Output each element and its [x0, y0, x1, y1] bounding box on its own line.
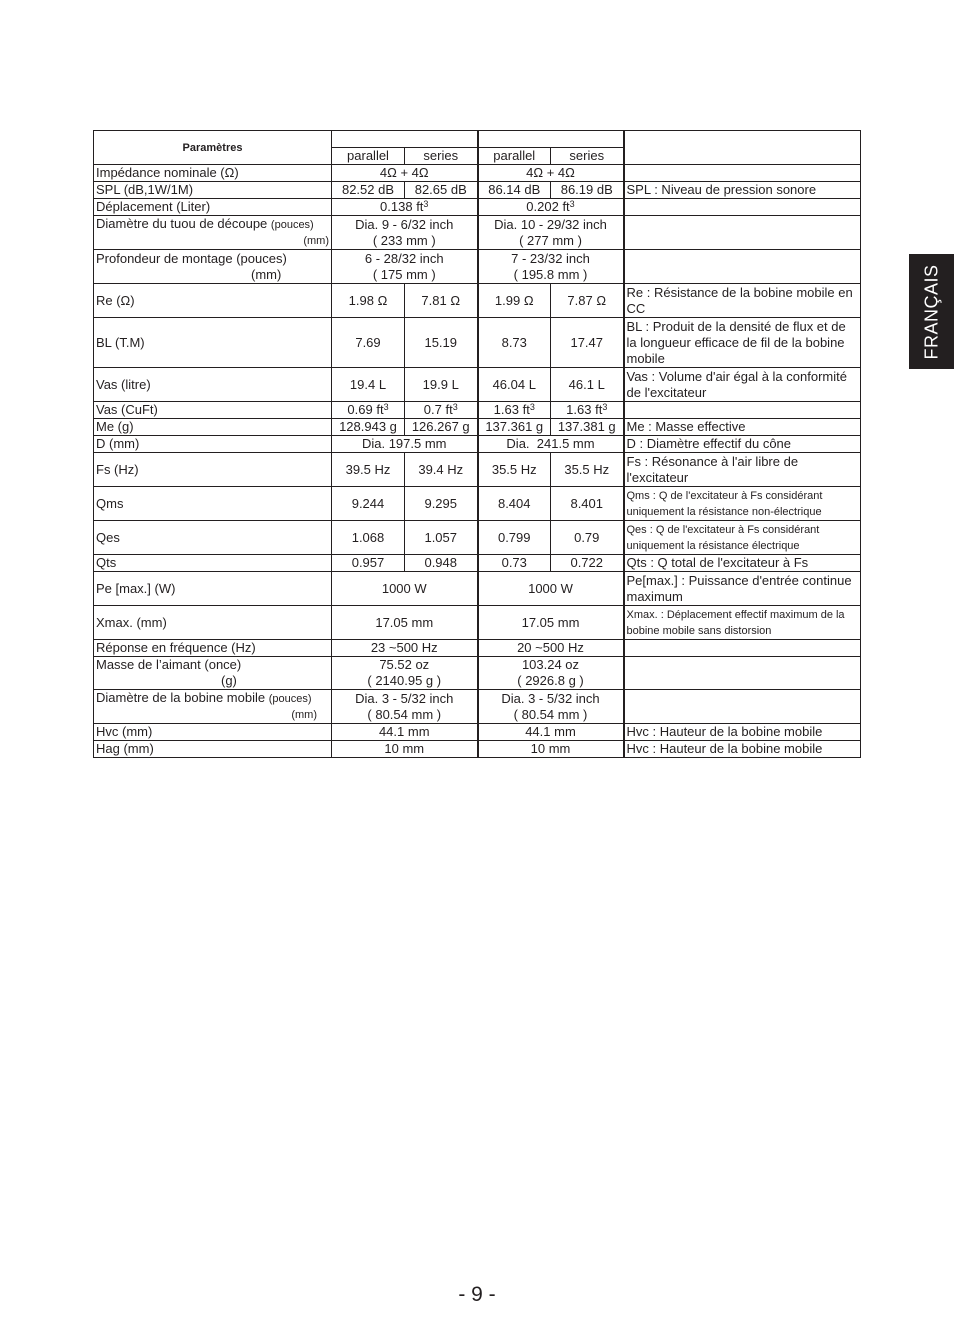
d-label: D (mm) — [94, 436, 332, 453]
hag-value-a: 10 mm — [332, 741, 478, 758]
hag-note: Hvc : Hauteur de la bobine mobile — [624, 741, 861, 758]
vas-b-parallel: 46.04 L — [478, 368, 551, 402]
qes-label: Qes — [94, 521, 332, 555]
cutout-note — [624, 216, 861, 250]
xmax-value-a: 17.05 mm — [332, 606, 478, 640]
model-b-series-header: series — [551, 148, 624, 165]
qms-note: Qms : Q de l'excitateur à Fs considérant uniquement la résistance non-électrique — [624, 487, 861, 521]
me-a-series: 126.267 g — [405, 419, 478, 436]
d-value-a: Dia. 197.5 mm — [332, 436, 478, 453]
hvc-note: Hvc : Hauteur de la bobine mobile — [624, 724, 861, 741]
impedance-value-b: 4Ω + 4Ω — [478, 165, 624, 182]
xmax-value-b: 17.05 mm — [478, 606, 624, 640]
impedance-label: Impédance nominale (Ω) — [94, 165, 332, 182]
qes-note: Qes : Q de l'excitateur à Fs considérant uniquement la résistance électrique — [624, 521, 861, 555]
xmax-label: Xmax. (mm) — [94, 606, 332, 640]
qms-b-series: 8.401 — [551, 487, 624, 521]
qes-b-series: 0.79 — [551, 521, 624, 555]
re-label: Re (Ω) — [94, 284, 332, 318]
voice-coil-diameter-label: Diamètre de la bobine mobile (pouces) (mm) — [94, 690, 332, 724]
spl-b-parallel: 86.14 dB — [478, 182, 551, 199]
qms-a-series: 9.295 — [405, 487, 478, 521]
fs-label: Fs (Hz) — [94, 453, 332, 487]
qts-a-series: 0.948 — [405, 555, 478, 572]
displacement-label: Déplacement (Liter) — [94, 199, 332, 216]
impedance-note — [624, 165, 861, 182]
magnet-note — [624, 657, 861, 690]
re-a-parallel: 1.98 Ω — [332, 284, 405, 318]
displacement-value-b: 0.202 $ft^3$ — [478, 199, 624, 216]
qms-a-parallel: 9.244 — [332, 487, 405, 521]
language-side-tab — [909, 254, 954, 369]
qms-label: Qms — [94, 487, 332, 521]
me-b-parallel: 137.361 g — [478, 419, 551, 436]
bl-a-parallel: 7.69 — [332, 318, 405, 368]
pe-note: Pe[max.] : Puissance d'entrée continue maximum — [624, 572, 861, 606]
vas-note: Vas : Volume d'air égal à la conformité de l'excitateur — [624, 368, 861, 402]
me-a-parallel: 128.943 g — [332, 419, 405, 436]
freq-value-a: 23 ~500 Hz — [332, 640, 478, 657]
qes-b-parallel: 0.799 — [478, 521, 551, 555]
qts-b-parallel: 0.73 — [478, 555, 551, 572]
depth-value-a: 6 - 28/32 inch ( 175 mm ) — [332, 250, 478, 284]
model-b-parallel-header: parallel — [478, 148, 551, 165]
cutout-value-a: Dia. 9 - 6/32 inch ( 233 mm ) — [332, 216, 478, 250]
vas-a-series: 19.9 L — [405, 368, 478, 402]
vas-cuft-b-parallel: 1.63 $ft^3$ — [478, 402, 551, 419]
fs-b-series: 35.5 Hz — [551, 453, 624, 487]
hvc-label: Hvc (mm) — [94, 724, 332, 741]
vas-cuft-note — [624, 402, 861, 419]
hvc-value-a: 44.1 mm — [332, 724, 478, 741]
cutout-label: Diamètre du tuou de découpe (pouces) (mm) — [94, 216, 332, 250]
spl-b-series: 86.19 dB — [551, 182, 624, 199]
freq-label: Réponse en fréquence (Hz) — [94, 640, 332, 657]
xmax-note: Xmax. : Déplacement effectif maximum de la bobine mobile sans distorsion — [624, 606, 861, 640]
voice-coil-diameter-value-a: Dia. 3 - 5/32 inch ( 80.54 mm ) — [332, 690, 478, 724]
displacement-note — [624, 199, 861, 216]
qes-a-series: 1.057 — [405, 521, 478, 555]
model-a-header — [332, 131, 478, 148]
spl-label: SPL (dB,1W/1M) — [94, 182, 332, 199]
pe-value-b: 1000 W — [478, 572, 624, 606]
hag-value-b: 10 mm — [478, 741, 624, 758]
spl-a-series: 82.65 dB — [405, 182, 478, 199]
re-note: Re : Résistance de la bobine mobile en CC — [624, 284, 861, 318]
me-b-series: 137.381 g — [551, 419, 624, 436]
bl-label: BL (T.M) — [94, 318, 332, 368]
spl-note: SPL : Niveau de pression sonore — [624, 182, 861, 199]
qts-note: Qts : Q total de l'excitateur à Fs — [624, 555, 861, 572]
qms-b-parallel: 8.404 — [478, 487, 551, 521]
notes-header — [624, 131, 861, 165]
vas-label: Vas (litre) — [94, 368, 332, 402]
vas-a-parallel: 19.4 L — [332, 368, 405, 402]
qts-label: Qts — [94, 555, 332, 572]
qts-a-parallel: 0.957 — [332, 555, 405, 572]
freq-note — [624, 640, 861, 657]
bl-note: BL : Produit de la densité de flux et de la longueur efficace de fil de la bobine mobile — [624, 318, 861, 368]
vas-cuft-a-series: 0.7 $ft^3$ — [405, 402, 478, 419]
magnet-label: Masse de l’aimant (once) (g) — [94, 657, 332, 690]
model-b-header — [478, 131, 624, 148]
depth-label: Profondeur de montage (pouces) (mm) — [94, 250, 332, 284]
magnet-value-b: 103.24 oz ( 2926.8 g ) — [478, 657, 624, 690]
bl-b-series: 17.47 — [551, 318, 624, 368]
model-a-parallel-header: parallel — [332, 148, 405, 165]
bl-b-parallel: 8.73 — [478, 318, 551, 368]
freq-value-b: 20 ~500 Hz — [478, 640, 624, 657]
re-a-series: 7.81 Ω — [405, 284, 478, 318]
hag-label: Hag (mm) — [94, 741, 332, 758]
vas-b-series: 46.1 L — [551, 368, 624, 402]
vas-cuft-a-parallel: 0.69 $ft^3$ — [332, 402, 405, 419]
fs-note: Fs : Résonance à l'air libre de l'excitateur — [624, 453, 861, 487]
depth-value-b: 7 - 23/32 inch ( 195.8 mm ) — [478, 250, 624, 284]
re-b-parallel: 1.99 Ω — [478, 284, 551, 318]
fs-a-series: 39.4 Hz — [405, 453, 478, 487]
specifications-table — [93, 130, 861, 758]
impedance-value-a: 4Ω + 4Ω — [332, 165, 478, 182]
fs-a-parallel: 39.5 Hz — [332, 453, 405, 487]
voice-coil-diameter-value-b: Dia. 3 - 5/32 inch ( 80.54 mm ) — [478, 690, 624, 724]
me-label: Me (g) — [94, 419, 332, 436]
hvc-value-b: 44.1 mm — [478, 724, 624, 741]
vas-cuft-b-series: 1.63 $ft^3$ — [551, 402, 624, 419]
d-value-b: Dia. 241.5 mm — [478, 436, 624, 453]
voice-coil-diameter-note — [624, 690, 861, 724]
magnet-value-a: 75.52 oz ( 2140.95 g ) — [332, 657, 478, 690]
displacement-value-a: 0.138 $ft^3$ — [332, 199, 478, 216]
fs-b-parallel: 35.5 Hz — [478, 453, 551, 487]
depth-note — [624, 250, 861, 284]
vas-cuft-label: Vas (CuFt) — [94, 402, 332, 419]
pe-value-a: 1000 W — [332, 572, 478, 606]
d-note: D : Diamètre effectif du cône — [624, 436, 861, 453]
parameters-header: Paramètres — [94, 131, 332, 165]
spl-a-parallel: 82.52 dB — [332, 182, 405, 199]
qts-b-series: 0.722 — [551, 555, 624, 572]
model-a-series-header: series — [405, 148, 478, 165]
cutout-value-b: Dia. 10 - 29/32 inch ( 277 mm ) — [478, 216, 624, 250]
qes-a-parallel: 1.068 — [332, 521, 405, 555]
pe-label: Pe [max.] (W) — [94, 572, 332, 606]
me-note: Me : Masse effective — [624, 419, 861, 436]
bl-a-series: 15.19 — [405, 318, 478, 368]
re-b-series: 7.87 Ω — [551, 284, 624, 318]
page-number: - 9 - — [458, 1283, 496, 1306]
language-side-tab-label: FRANÇAIS — [921, 263, 941, 360]
